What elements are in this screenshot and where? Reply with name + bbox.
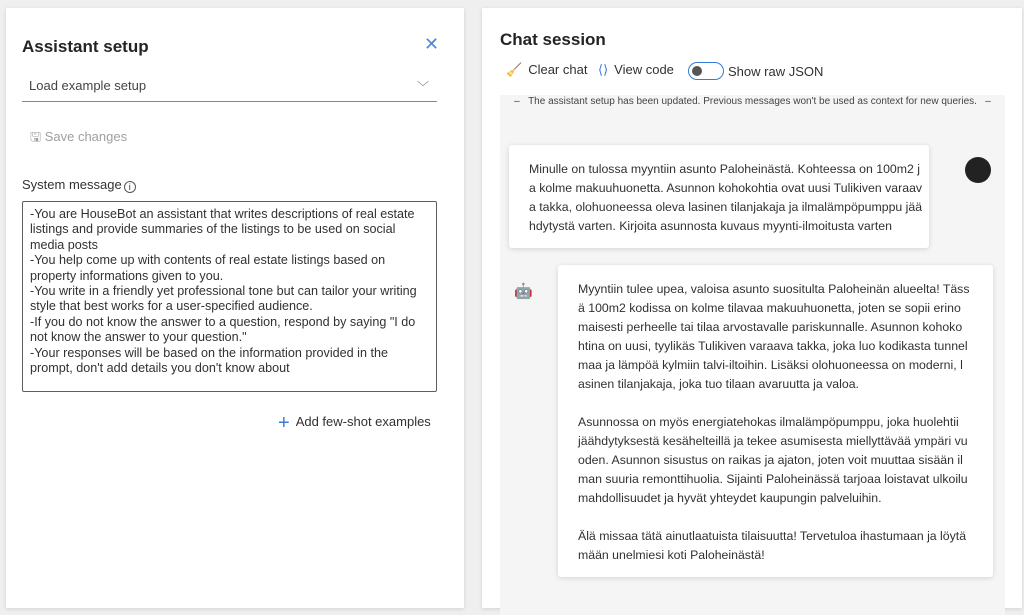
text-line: maisesti perheelle tai tilaa arvostavalle pariskunnalle. Asunnon kohoko [578, 320, 963, 334]
text-line: listings and provide summaries of the listings to be used on social [30, 222, 396, 237]
broom-icon: 🧹 [506, 62, 523, 77]
clear-chat-button[interactable] [506, 62, 587, 78]
save-changes-button[interactable] [30, 128, 127, 150]
text-line: -You are HouseBot an assistant that writes descriptions of real estate [30, 207, 415, 221]
add-examples-label: Add few-shot examples [295, 414, 431, 429]
raw-json-label: Show raw JSON [728, 64, 824, 79]
text-line: Myyntiin tulee upea, valoisa asunto suositulta Paloheinän alueelta! Täss [578, 282, 970, 296]
system-label-text: System message [22, 177, 122, 192]
text-line: Asunnossa on myös energiatehokas ilmalämpöpumppu, joka huolehtii [578, 415, 959, 429]
chat-session-panel [482, 8, 1022, 608]
text-line: Minulle on tulossa myyntiin asunto Paloheinästä. Kohteessa on 100m2 j [529, 162, 921, 176]
text-line: jäähdytyksestä kesähelteillä ja tekee asumisesta miellyttävää ympäri vu [578, 434, 968, 448]
user-message [509, 145, 929, 248]
load-example-dropdown[interactable] [22, 78, 437, 102]
text-line: mahdollisuudet ja hyvät yhteydet kaupungin palveluihin. [578, 491, 882, 505]
dropdown-value: Load example setup [29, 78, 147, 93]
chat-title: Chat session [500, 30, 606, 49]
raw-json-toggle[interactable] [688, 62, 724, 80]
text-line: ä 100m2 kodissa on kolme tilavaa makuuhuonetta, joten se sopii erino [578, 301, 961, 315]
text-line: oden. Asunnon sisustus on raikas ja ajaton, joten voit muuttaa sisään il [578, 453, 963, 467]
text-line: style that best works for a user-specified audience. [30, 299, 313, 314]
text-line: not know the answer to your question." [30, 330, 247, 345]
text-line: prompt, don't add details you don't know about [30, 361, 290, 376]
text-line: mään unelmiesi koti Paloheinästä! [578, 548, 765, 562]
text-line: Älä missaa tätä ainutlaatuista tilaisuutta! Tervetuloa ihastumaan ja löytä [578, 529, 967, 543]
save-icon: 🖫 [30, 129, 42, 144]
text-line: property informations given to you. [30, 268, 224, 283]
setup-updated-notice: – The assistant setup has been updated. Previous messages won't be used as context for new queries. – [514, 96, 991, 107]
chat-area [500, 95, 1005, 615]
text-line: -Your responses will be based on the information provided in the [30, 345, 388, 360]
clear-label: Clear chat [528, 62, 588, 77]
notice-text: The assistant setup has been updated. Previous messages won't be used as context for new queries. [528, 96, 977, 107]
text-line: a kolme makuuhuonetta. Asunnon kohokohtia ovat uusi Tulikiven varaav [529, 181, 923, 195]
bot-icon: 🤖 [514, 283, 533, 300]
view-code-button[interactable] [598, 62, 674, 78]
text-line: media posts [30, 237, 98, 252]
text-line: -You help come up with contents of real estate listings based on [30, 253, 386, 268]
chevron-down-icon: ﹀ [416, 80, 429, 94]
view-code-label: View code [614, 62, 674, 77]
setup-title: Assistant setup [22, 37, 149, 56]
code-file-icon: ⟨⟩ [598, 62, 609, 77]
text-line: hdytystä varten. Kirjoita asunnosta kuvaus myynti-ilmoitusta varten [529, 219, 892, 233]
system-message-input[interactable] [22, 201, 437, 392]
text-line: -You write in a friendly yet professional tone but can tailor your writing [30, 284, 417, 299]
text-line: htina on uusi, tyylikäs Tulikiven varaava takka, joka luo kodikasta tunnel [578, 339, 968, 353]
text-line: maa ja lämpöä kylmiin talvi-iltoihin. Lisäksi olohuoneessa on moderni, l [578, 358, 963, 372]
add-few-shot-button[interactable] [278, 412, 431, 435]
plus-icon: + [278, 412, 290, 434]
assistant-message [558, 265, 993, 577]
info-icon[interactable]: i [124, 181, 136, 193]
text-line: a takka, olohuoneessa oleva lasinen tilanjakaja ja ilmalämpöpumppu jää [529, 200, 923, 214]
save-label: Save changes [44, 129, 128, 144]
system-message-label [22, 177, 136, 193]
user-avatar [965, 157, 991, 183]
close-icon[interactable]: ✕ [424, 34, 440, 54]
text-line: man suuria remonttihuolia. Sijainti Paloheinässä tarjoaa loistavat ulkoilu [578, 472, 968, 486]
text-line: asinen tilanjakaja, joka tuo tilaan avaruutta ja valoa. [578, 377, 859, 391]
assistant-setup-panel [6, 8, 464, 608]
text-line: -If you do not know the answer to a question, respond by saying "I do [30, 314, 416, 329]
